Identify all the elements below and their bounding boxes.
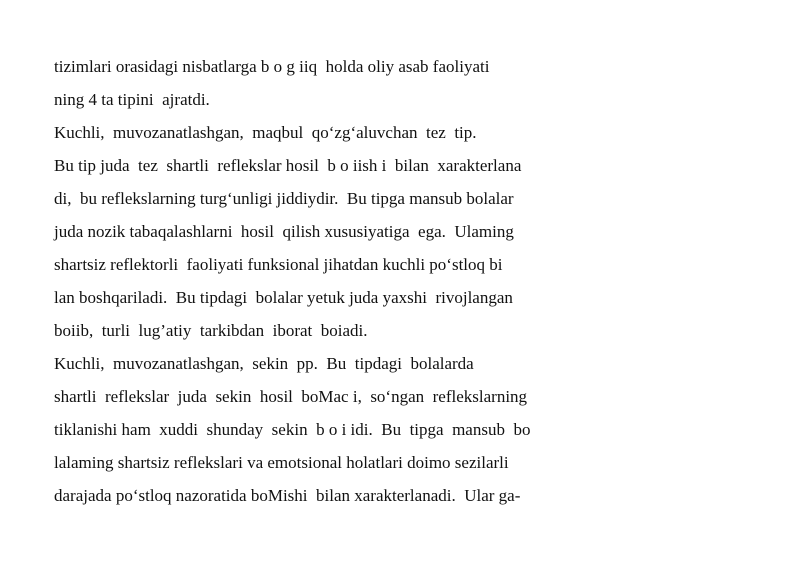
- body-text: [54, 53, 754, 515]
- text-line: tiklanishi ham xuddi shunday sekin b o i idi. Bu tipga mansub bo: [54, 420, 531, 439]
- text-line: lan boshqariladi. Bu tipdagi bolalar yetuk juda yaxshi rivojlangan: [54, 288, 513, 307]
- text-line: Bu tip juda tez shartli reflekslar hosil b o iish i bilan xarakterlana: [54, 156, 522, 175]
- text-line: di, bu reflekslarning turg‘unligi jiddiydir. Bu tipga mansub bolalar: [54, 189, 514, 208]
- text-line: lalaming shartsiz reflekslari va emotsional holatlari doimo sezilarli: [54, 453, 509, 472]
- text-line: Kuchli, muvozanatlashgan, sekin pp. Bu tipdagi bolalarda: [54, 354, 474, 373]
- text-line: juda nozik tabaqalashlarni hosil qilish xususiyatiga ega. Ulaming: [54, 222, 514, 241]
- text-line: tizimlari orasidagi nisbatlarga b o g iiq holda oliy asab faoliyati: [54, 57, 490, 76]
- text-line: ning 4 ta tipini ajratdi.: [54, 90, 210, 109]
- text-line: shartli reflekslar juda sekin hosil boMac i, so‘ngan reflekslarning: [54, 387, 528, 406]
- text-line: darajada po‘stloq nazoratida boMishi bilan xarakterlanadi. Ular ga-: [54, 486, 521, 505]
- text-line: shartsiz reflektorli faoliyati funksional jihatdan kuchli po‘stloq bi: [54, 255, 503, 274]
- text-line: Kuchli, muvozanatlashgan, maqbul qo‘zg‘aluvchan tez tip.: [54, 123, 477, 142]
- text-line: boiib, turli lug’atiy tarkibdan iborat boiadi.: [54, 321, 368, 340]
